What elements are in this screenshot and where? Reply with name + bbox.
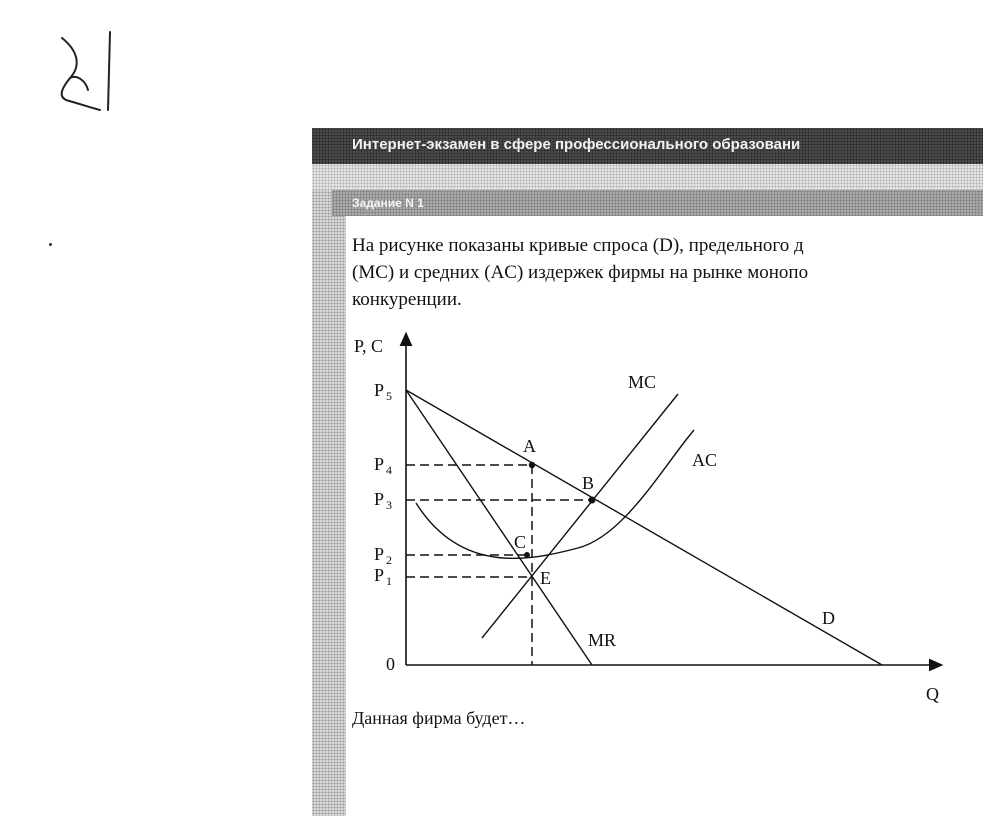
point-c-label: C	[514, 532, 527, 552]
svg-text:1: 1	[386, 574, 392, 588]
mc-curve	[482, 394, 678, 638]
task-label: Задание N 1	[352, 196, 424, 210]
p1-label	[374, 565, 392, 588]
question-line-3: конкуренции.	[352, 289, 462, 310]
exam-panel	[312, 128, 983, 816]
p4-label	[374, 454, 392, 477]
x-axis-label: Q	[926, 684, 939, 704]
svg-text:2: 2	[386, 553, 392, 567]
speck	[49, 243, 52, 246]
question-line-2: (MC) и средних (AC) издержек фирмы на рынке монопо	[352, 262, 809, 283]
handwritten-mark	[52, 30, 127, 115]
p5-label	[374, 380, 392, 403]
p3-label	[374, 489, 392, 512]
svg-text:5: 5	[386, 389, 392, 403]
task-bar	[332, 190, 983, 216]
demand-curve	[406, 390, 882, 665]
exam-header-title: Интернет-экзамен в сфере профессионального образовани	[352, 136, 801, 153]
question-line-1: На рисунке показаны кривые спроса (D), предельного д	[352, 235, 804, 256]
panel-margin	[312, 128, 346, 816]
svg-text:P: P	[374, 544, 385, 564]
svg-text:3: 3	[386, 498, 392, 512]
mr-curve	[406, 390, 595, 665]
point-e-label: E	[540, 568, 551, 588]
point-c-marker	[524, 552, 530, 558]
origin-label: 0	[386, 654, 395, 674]
svg-text:P: P	[374, 380, 385, 400]
p2-label	[374, 544, 392, 567]
y-axis-label: P, C	[354, 336, 384, 356]
d-label: D	[822, 608, 835, 628]
mc-label: MC	[628, 372, 657, 392]
point-b-marker	[589, 497, 596, 504]
answer-prompt: Данная фирма будет…	[352, 708, 526, 728]
point-a-label: A	[523, 436, 536, 456]
ac-label: AC	[692, 450, 718, 470]
ac-curve	[416, 430, 694, 558]
svg-text:P: P	[374, 454, 385, 474]
svg-text:P: P	[374, 565, 385, 585]
svg-text:P: P	[374, 489, 385, 509]
point-a-marker	[529, 462, 535, 468]
point-b-label: B	[582, 473, 595, 493]
svg-text:4: 4	[386, 463, 392, 477]
monopolistic-competition-graph	[342, 328, 982, 708]
mr-label: MR	[588, 630, 617, 650]
question-text	[352, 232, 983, 313]
header-strip	[312, 164, 983, 190]
exam-header-bar	[312, 128, 983, 164]
